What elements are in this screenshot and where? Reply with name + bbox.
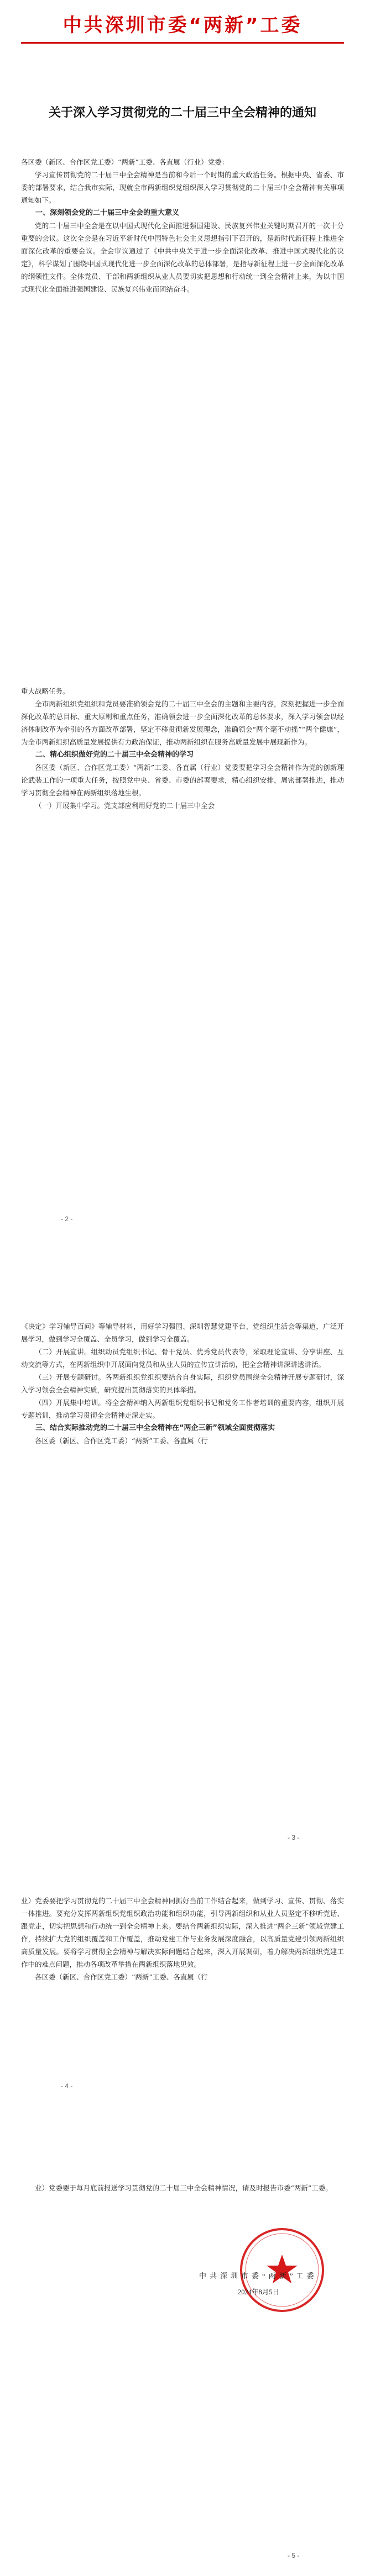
page2-body [21,685,344,812]
paragraph: 业）党委要于每月底前报送学习贯彻党的二十届三中全会精神情况，请及时报告市委“两新”工委。 [35,2184,332,2192]
paragraph: （一）开展集中学习。党支部应利用好党的二十届三中全会 [35,801,215,810]
salutation: 各区委（新区、合作区党工委）“两新”工委、各直属（行业）党委： [21,158,229,166]
document-title: 关于深入学习贯彻党的二十届三中全会精神的通知 [48,106,316,120]
paragraph: 党的二十届三中全会是在以中国式现代化全面推进强国建设、民族复兴伟业关键时期召开的一次十分重要的会议。这次全会是在习近平新时代中国特色社会主义思想指引下召开的，是新时代新征程上推进全面深化改革的重要会议。全会审议通过了《中共中央关于进一步全面深化改革、推进中国式现代化的决定》，科学谋划了围绕中国式现代化进一步全面深化改革的总体部署，是指导新征程上进一步全面深化改革的纲领性文件。全体党员、干部和两新组织从业人员要切实把思想和行动统一到全会精神上来，为以中国式现代化全面推进强国建设、民族复兴伟业而团结奋斗。 [21,221,344,293]
section-heading-2: 二、精心组织做好党的二十届三中全会精神的学习 [35,751,194,759]
page-number: - 5 - [288,2552,300,2559]
paragraph: 《决定》学习辅导百问》等辅导材料，用好学习强国、深圳智慧党建平台、党组织生活会等渠道，广泛开展学习，做到学习全覆盖、全员学习，做到学习全覆盖。 [21,1322,344,1343]
paragraph: （三）开展专题研讨。各两新组织党组织要结合自身实际，组织党员围绕全会精神开展专题研讨，深入学习领会全会精神实质，研究提出贯彻落实的具体举措。 [21,1373,344,1394]
page5-body [21,2182,344,2194]
paragraph: 重大战略任务。 [21,687,70,695]
letterhead-title: 中共深圳市委“两新”工委 [62,14,303,36]
section-heading-1: 一、深刻领会党的二十届三中全会的重大意义 [35,209,180,217]
page-number: - 4 - [61,2082,73,2090]
section-heading-3: 三、结合实际推动党的二十届三中全会精神在“两企三新”领域全面贯彻落实 [35,1424,275,1432]
intro-paragraph: 学习宣传贯彻党的二十届三中全会精神是当前和今后一个时期的重大政治任务。根据中央、省委、市委的部署要求，结合我市实际，现就全市两新组织党组织深入学习贯彻党的二十届三中全会精神有关事项通知如下。 [21,171,344,204]
paragraph: 全市两新组织党组织和党员要准确领会党的二十届三中全会的主题和主要内容，深刻把握进一步全面深化改革的总目标、重大原则和重点任务，准确领会进一步全面深化改革的总体要求，深入学习领会以经济体制改革为牵引的各方面改革部署，坚定不移贯彻新发展理念，准确领会“两个毫不动摇”“两个健康”，为全市两新组织高质量发展提供有力政治保证，推动两新组织在服务高质量发展中展现新作为。 [21,700,344,746]
paragraph: 各区委（新区、合作区党工委）“两新”工委、各直属（行 [35,1437,208,1445]
paragraph: 业）党委要把学习贯彻党的二十届三中全会精神同抓好当前工作结合起来，做到学习、宣传、贯彻、落实一体推进。要充分发挥两新组织党组织政治功能和组织功能，引导两新组织和从业人员坚定不移听党话、跟党走，切实把思想和行动统一到全会精神上来。要结合两新组织实际，深入推进“两企三新”领域党建工作，持续扩大党的组织覆盖和工作覆盖，推动党建工作与业务发展深度融合，以高质量党建引领两新组织高质量发展。要将学习贯彻全会精神与解决实际问题结合起来，深入开展调研，着力解决两新组织党建工作中的难点问题，推动各项改革举措在两新组织落地见效。 [21,1897,344,1968]
paragraph: 各区委（新区、合作区党工委）“两新”工委、各直属（行业）党委要把学习全会精神作为党的创新理论武装工作的一项重大任务，按照党中央、省委、市委的部署要求，精心组织安排，周密部署推进，推动学习贯彻全会精神在两新组织落地生根。 [21,763,344,797]
paragraph: （二）开展宣讲。组织动员党组织书记、骨干党员、优秀党员代表等，采取理论宣讲、分享讲座、互动交流等方式，在两新组织中开展面向党员和从业人员的宣传宣讲活动，把全会精神讲深讲透讲活。 [21,1348,344,1369]
page1-body [21,156,344,295]
letterhead-rule [21,42,344,44]
page4-body [21,1894,344,1983]
signature-org: 中共深圳市委“两新”工委 [199,2272,317,2280]
page3-body [21,1320,344,1447]
page-number: - 2 - [61,1215,73,1223]
page-number: - 3 - [288,1834,300,1841]
paragraph: 各区委（新区、合作区党工委）“两新”工委、各直属（行 [35,1973,208,1981]
signature-date: 2024年8月5日 [238,2288,280,2296]
paragraph: （四）开展集中培训。将全会精神纳入两新组织党组织书记和党务工作者培训的重要内容，组织开展专题培训，推动学习贯彻全会精神走深走实。 [21,1398,344,1419]
